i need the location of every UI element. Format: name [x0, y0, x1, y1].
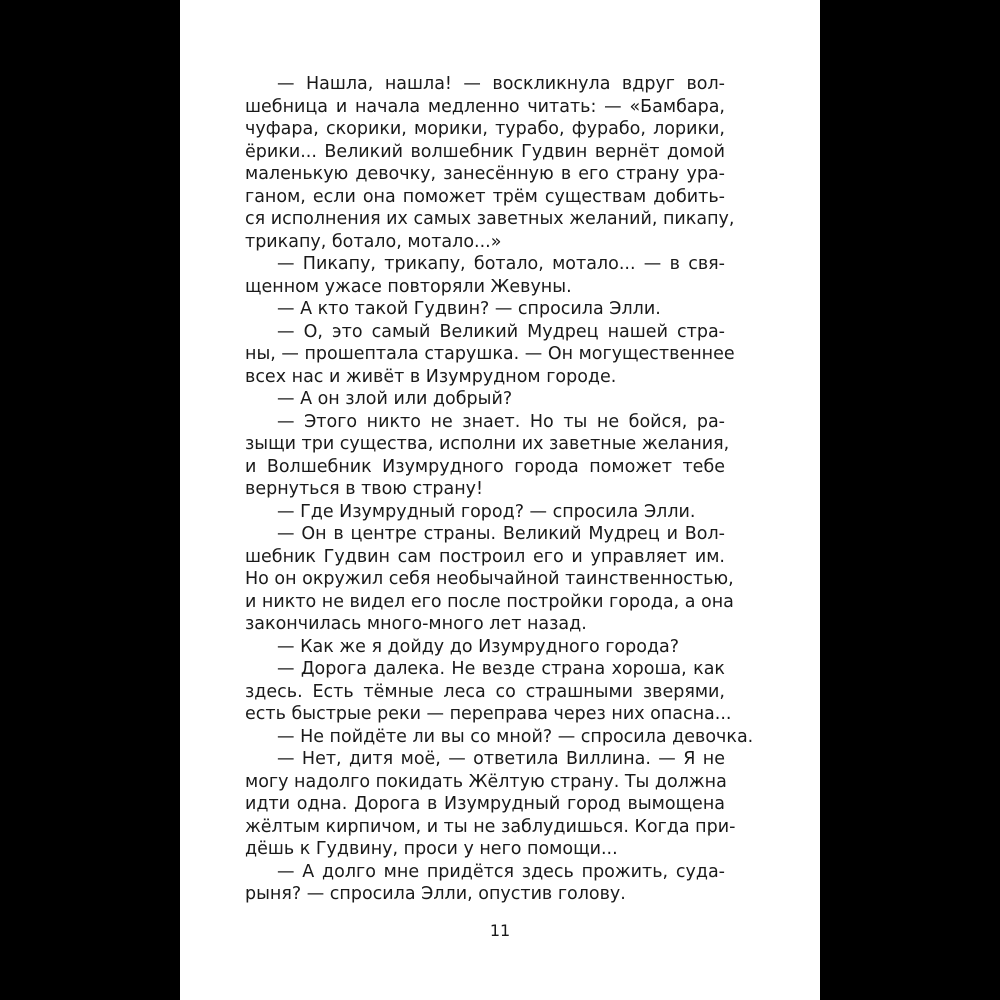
text-line: ны, — прошептала старушка. — Он могущественнее	[245, 344, 735, 364]
text-line: вернуться в твою страну!	[245, 479, 484, 499]
text-line: — Как же я дойду до Изумрудного города?	[277, 636, 680, 657]
text-line: зыщи три существа, исполни их заветные желания,	[245, 434, 730, 454]
text-line: ся исполнения их самых заветных желаний, пикапу,	[245, 209, 735, 229]
text-line: — Этого никто не знает. Но ты не бойся, ра-	[277, 411, 725, 432]
text-line: — А кто такой Гудвин? — спросила Элли.	[277, 299, 661, 319]
text-line: здесь. Есть тёмные леса со страшными зверями,	[245, 681, 725, 702]
text-line: рыня? — спросила Элли, опустив голову.	[245, 884, 626, 904]
text-line: — Он в центре страны. Великий Мудрец и Вол-	[277, 524, 725, 544]
text-line: дёшь к Гудвину, проси у него помощи...	[245, 839, 618, 859]
text-line: — Дорога далека. Не везде страна хороша, как	[277, 659, 725, 679]
text-line: Но он окружил себя необычайной таинственностью,	[245, 569, 734, 589]
text-line: шебник Гудвин сам построил его и управляет им.	[245, 546, 725, 567]
text-line: — А он злой или добрый?	[277, 389, 513, 409]
text-line: закончилась много-много лет назад.	[245, 614, 587, 634]
text-line: и Волшебник Изумрудного города поможет тебе	[245, 456, 725, 477]
text-line: — Пикапу, трикапу, ботало, мотало... — в свя-	[277, 254, 725, 274]
text-line: жёлтым кирпичом, и ты не заблудишься. Когда при-	[245, 816, 736, 837]
text-line: ганом, если она поможет трём существам добить-	[245, 186, 725, 207]
text-line: ёрики... Великий волшебник Гудвин вернёт домой	[245, 141, 725, 162]
text-line: — О, это самый Великий Мудрец нашей стра-	[277, 321, 725, 342]
text-line: идти одна. Дорога в Изумрудный город вымощена	[245, 794, 725, 814]
text-line: — Не пойдёте ли вы со мной? — спросила девочка.	[277, 726, 754, 747]
text-line: чуфара, скорики, морики, турабо, фурабо, лорики,	[245, 119, 725, 139]
text-line: и никто не видел его после постройки города, а она	[245, 591, 734, 612]
text-line: — Где Изумрудный город? — спросила Элли.	[277, 501, 696, 522]
text-line: могу надолго покидать Жёлтую страну. Ты должна	[245, 771, 727, 792]
text-line: трикапу, ботало, мотало...»	[245, 231, 502, 252]
book-page	[180, 0, 820, 1000]
page-number: 11	[489, 921, 511, 940]
text-line: шебница и начала медленно читать: — «Бамбара,	[245, 96, 725, 117]
text-line: — А долго мне придётся здесь прожить, суда-	[277, 861, 725, 882]
text-line: маленькую девочку, занесённую в его страну ура-	[245, 164, 725, 184]
text-line: есть быстрые реки — переправа через них опасна...	[245, 704, 732, 724]
page-body-text	[245, 73, 754, 906]
text-line: — Нашла, нашла! — воскликнула вдруг вол-	[277, 74, 725, 94]
text-line: всех нас и живёт в Изумрудном городе.	[245, 366, 617, 387]
text-line: щенном ужасе повторяли Жевуны.	[245, 276, 572, 297]
text-line: — Нет, дитя моё, — ответила Виллина. — Я не	[277, 749, 725, 769]
